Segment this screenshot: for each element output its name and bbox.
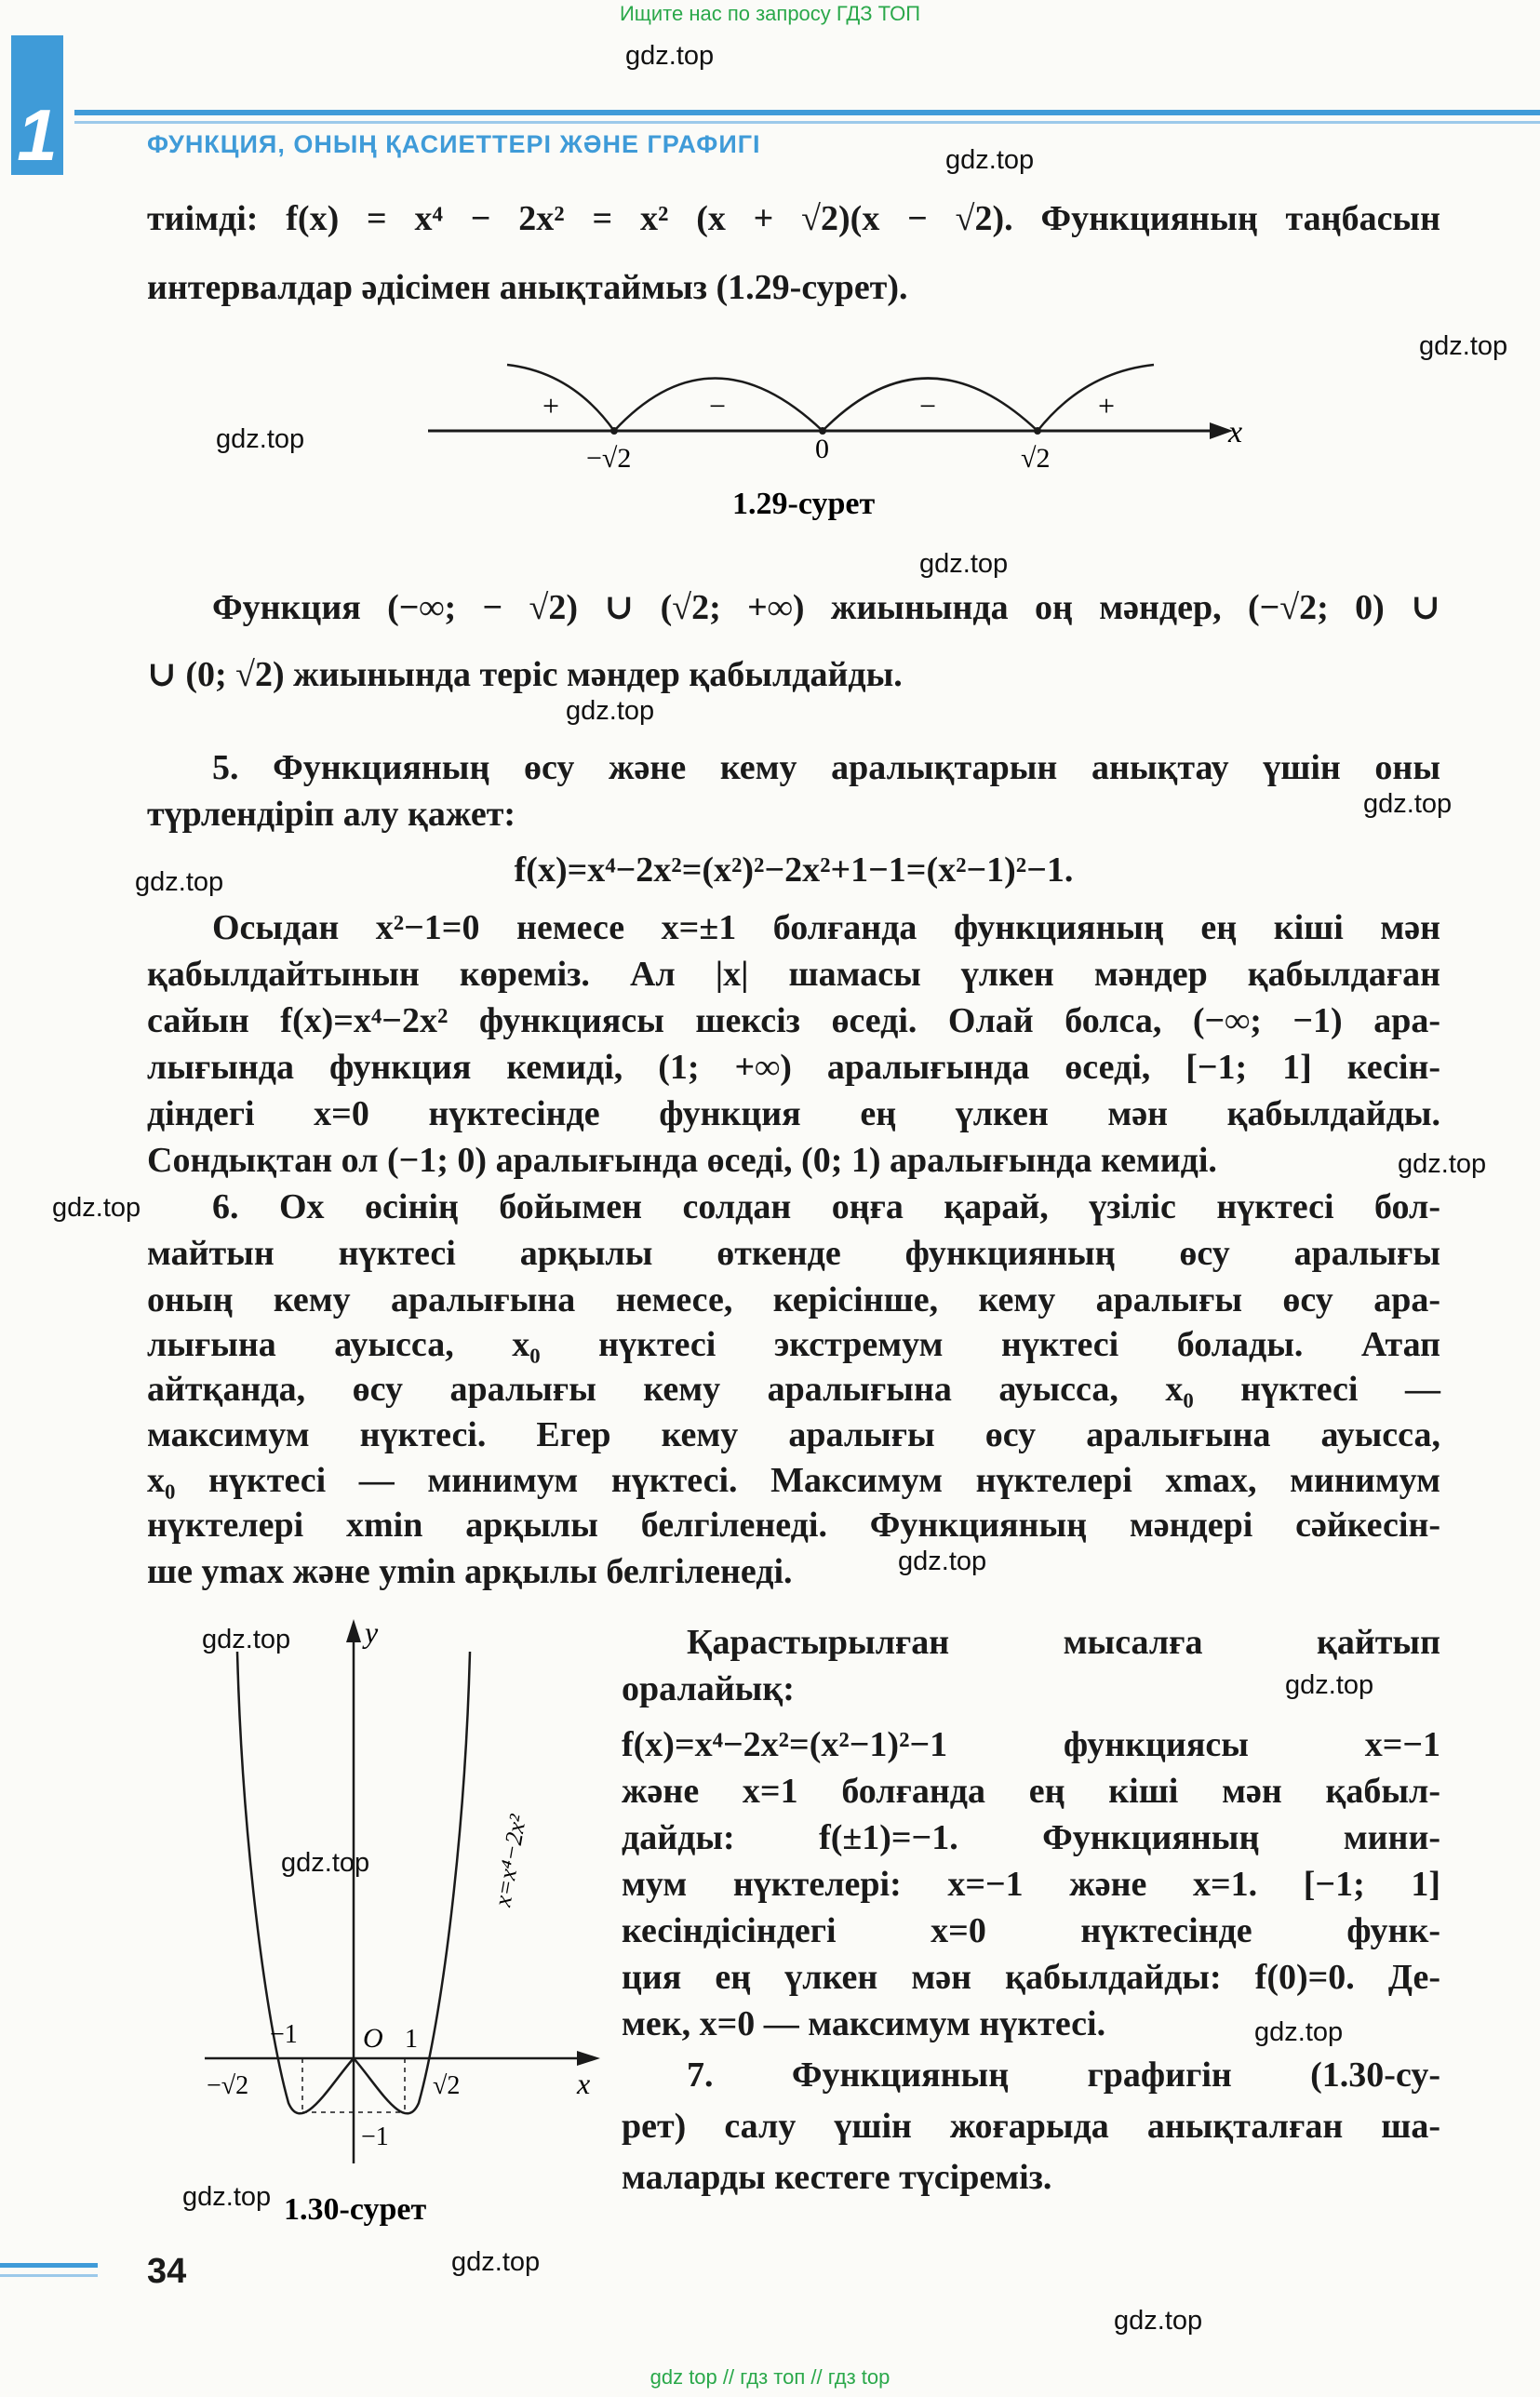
axis-label: x (1228, 415, 1243, 449)
text-line: маларды кестеге түсіреміз. (622, 2158, 1052, 2197)
text-line: лығына ауысса, x₀ нүктесі экстремум нүктесі болады. Атап (147, 1325, 1440, 1364)
watermark: gdz.top (919, 549, 1009, 579)
text-line: Сондықтан ол (−1; 0) аралығында өседі, (0; 1) аралығында кемиді. (147, 1141, 1217, 1180)
header-rule (74, 121, 1540, 124)
watermark: gdz.top (945, 145, 1035, 175)
point-label: −√2 (586, 443, 632, 474)
watermark: gdz.top (451, 2247, 541, 2277)
text-line: тиімді: f(x) = x⁴ − 2x² = x² (x + √2)(x − √2). Функцияның таңбасын (147, 199, 1440, 238)
watermark: gdz.top (898, 1547, 987, 1576)
figure-caption: 1.30-сурет (284, 2192, 427, 2227)
sign-arc (1038, 365, 1154, 431)
sign-label: − (919, 389, 937, 422)
text-line: лығында функция кемиді, (1; +∞) аралығында өседі, [−1; 1] кесін- (147, 1048, 1440, 1087)
curve-label: x=x⁴−2x² (489, 1812, 532, 1909)
arrow-head-icon (577, 2051, 600, 2066)
text-line: түрлендіріп алу қажет: (147, 795, 516, 834)
text-line: Осыдан x²−1=0 немесе x=±1 болғанда функцияның ең кіші мән (212, 908, 1440, 947)
text-line: мум нүктелері: x=−1 және x=1. [−1; 1] (622, 1865, 1440, 1904)
footer-rule (0, 2263, 98, 2268)
text-line: майтын нүктесі арқылы өткенде функцияның өсу аралығы (147, 1234, 1440, 1273)
text-line: мек, x=0 — максимум нүктесі. (622, 2004, 1106, 2043)
axis-label: y (365, 1615, 379, 1649)
page-number: 34 (147, 2252, 187, 2291)
origin-label: O (363, 2023, 383, 2054)
sign-label: − (709, 389, 727, 422)
tick-label: 1 (405, 2025, 418, 2054)
watermark: gdz.top (182, 2182, 272, 2212)
point-marker (1034, 427, 1041, 435)
text-line: ше ymax және ymin арқылы белгіленеді. (147, 1552, 793, 1591)
watermark: gdz.top (625, 41, 715, 71)
chapter-title: ФУНКЦИЯ, ОНЫҢ ҚАСИЕТТЕРІ ЖӘНЕ ГРАФИГІ (147, 130, 761, 158)
figure-caption: 1.29-сурет (732, 487, 876, 521)
arrow-head-icon (346, 1619, 361, 1642)
sign-label: + (1098, 389, 1116, 422)
sign-arc (507, 365, 614, 431)
axis-label: x (577, 2067, 591, 2100)
formula: f(x)=x⁴−2x²=(x²)²−2x²+1−1=(x²−1)²−1. (514, 850, 1074, 890)
text-line: 6. Ox өсінің бойымен солдан оңға қарай, үзіліс нүктесі бол- (212, 1187, 1440, 1226)
tick-label: −√2 (207, 2071, 249, 2100)
function-graph-figure (186, 1600, 614, 2233)
point-marker (610, 427, 618, 435)
text-line: ∪ (0; √2) жиынында теріс мәндер қабылдайды. (147, 655, 903, 694)
text-line: нүктелері xmin арқылы белгіленеді. Функцияның мәндері сәйкесін- (147, 1506, 1440, 1545)
sign-chart-figure (409, 354, 1265, 530)
header-rule (74, 110, 1540, 115)
text-line: Функция (−∞; − √2) ∪ (√2; +∞) жиынында оң мәндер, (−√2; 0) ∪ (212, 588, 1440, 627)
watermark: gdz.top (1114, 2306, 1203, 2336)
text-line: кесіндісіндегі x=0 нүктесінде функ- (622, 1911, 1440, 1950)
bottom-note[interactable]: gdz top // гдз топ // гдз top (649, 2365, 891, 2389)
text-line: сайын f(x)=x⁴−2x² функциясы шексіз өседі. Олай болса, (−∞; −1) ара- (147, 1001, 1440, 1040)
point-label: 0 (815, 434, 829, 464)
text-line: және x=1 болғанда ең кіші мән қабыл- (622, 1772, 1440, 1811)
point-label: √2 (1021, 443, 1051, 474)
watermark: gdz.top (52, 1193, 141, 1223)
tick-label: −1 (361, 2122, 389, 2151)
watermark: gdz.top (1398, 1149, 1487, 1179)
text-line: f(x)=x⁴−2x²=(x²−1)²−1 функциясы x=−1 (622, 1725, 1440, 1764)
text-line: 7. Функцияның графигін (1.30-су- (687, 2056, 1440, 2095)
text-line: діндегі x=0 нүктесінде функция ең үлкен мән қабылдайды. (147, 1094, 1440, 1133)
watermark: gdz.top (135, 867, 224, 897)
text-line: x₀ нүктесі — минимум нүктесі. Максимум нүктелері xmax, минимум (147, 1461, 1440, 1500)
sign-label: + (542, 389, 560, 422)
watermark: gdz.top (1363, 789, 1453, 819)
text-line: дайды: f(±1)=−1. Функцияның мини- (622, 1818, 1440, 1857)
text-line: Қарастырылған мысалға қайтып (687, 1623, 1440, 1662)
text-line: интервалдар әдісімен анықтаймыз (1.29-сурет). (147, 268, 908, 307)
text-line: оралайық: (622, 1669, 795, 1708)
watermark: gdz.top (1419, 331, 1508, 361)
watermark: gdz.top (281, 1848, 370, 1878)
chapter-number: 1 (17, 94, 58, 176)
top-note[interactable]: Ищите нас по запросу ГДЗ ТОП (619, 2, 921, 25)
text-line: 5. Функцияның өсу және кему аралықтарын анықтау үшін оны (212, 748, 1440, 787)
tick-label: √2 (433, 2071, 461, 2100)
tick-label: −1 (270, 2020, 298, 2049)
text-line: рет) салу үшін жоғарыда анықталған ша- (622, 2107, 1440, 2146)
text-line: айтқанда, өсу аралығы кему аралығына ауысса, x₀ нүктесі — (147, 1370, 1440, 1409)
watermark: gdz.top (1254, 2017, 1344, 2047)
text-line: оның кему аралығына немесе, керісінше, кему аралығы өсу ара- (147, 1280, 1440, 1319)
watermark: gdz.top (216, 424, 305, 454)
watermark: gdz.top (202, 1625, 291, 1654)
text-line: максимум нүктесі. Егер кему аралығы өсу аралығына ауысса, (147, 1415, 1440, 1454)
watermark: gdz.top (566, 696, 655, 726)
text-line: қабылдайтынын көреміз. Ал |x| шамасы үлкен мәндер қабылдаған (147, 955, 1440, 994)
watermark: gdz.top (1285, 1670, 1374, 1700)
text-line: ция ең үлкен мән қабылдайды: f(0)=0. Де- (622, 1958, 1440, 1997)
footer-rule (0, 2274, 98, 2277)
